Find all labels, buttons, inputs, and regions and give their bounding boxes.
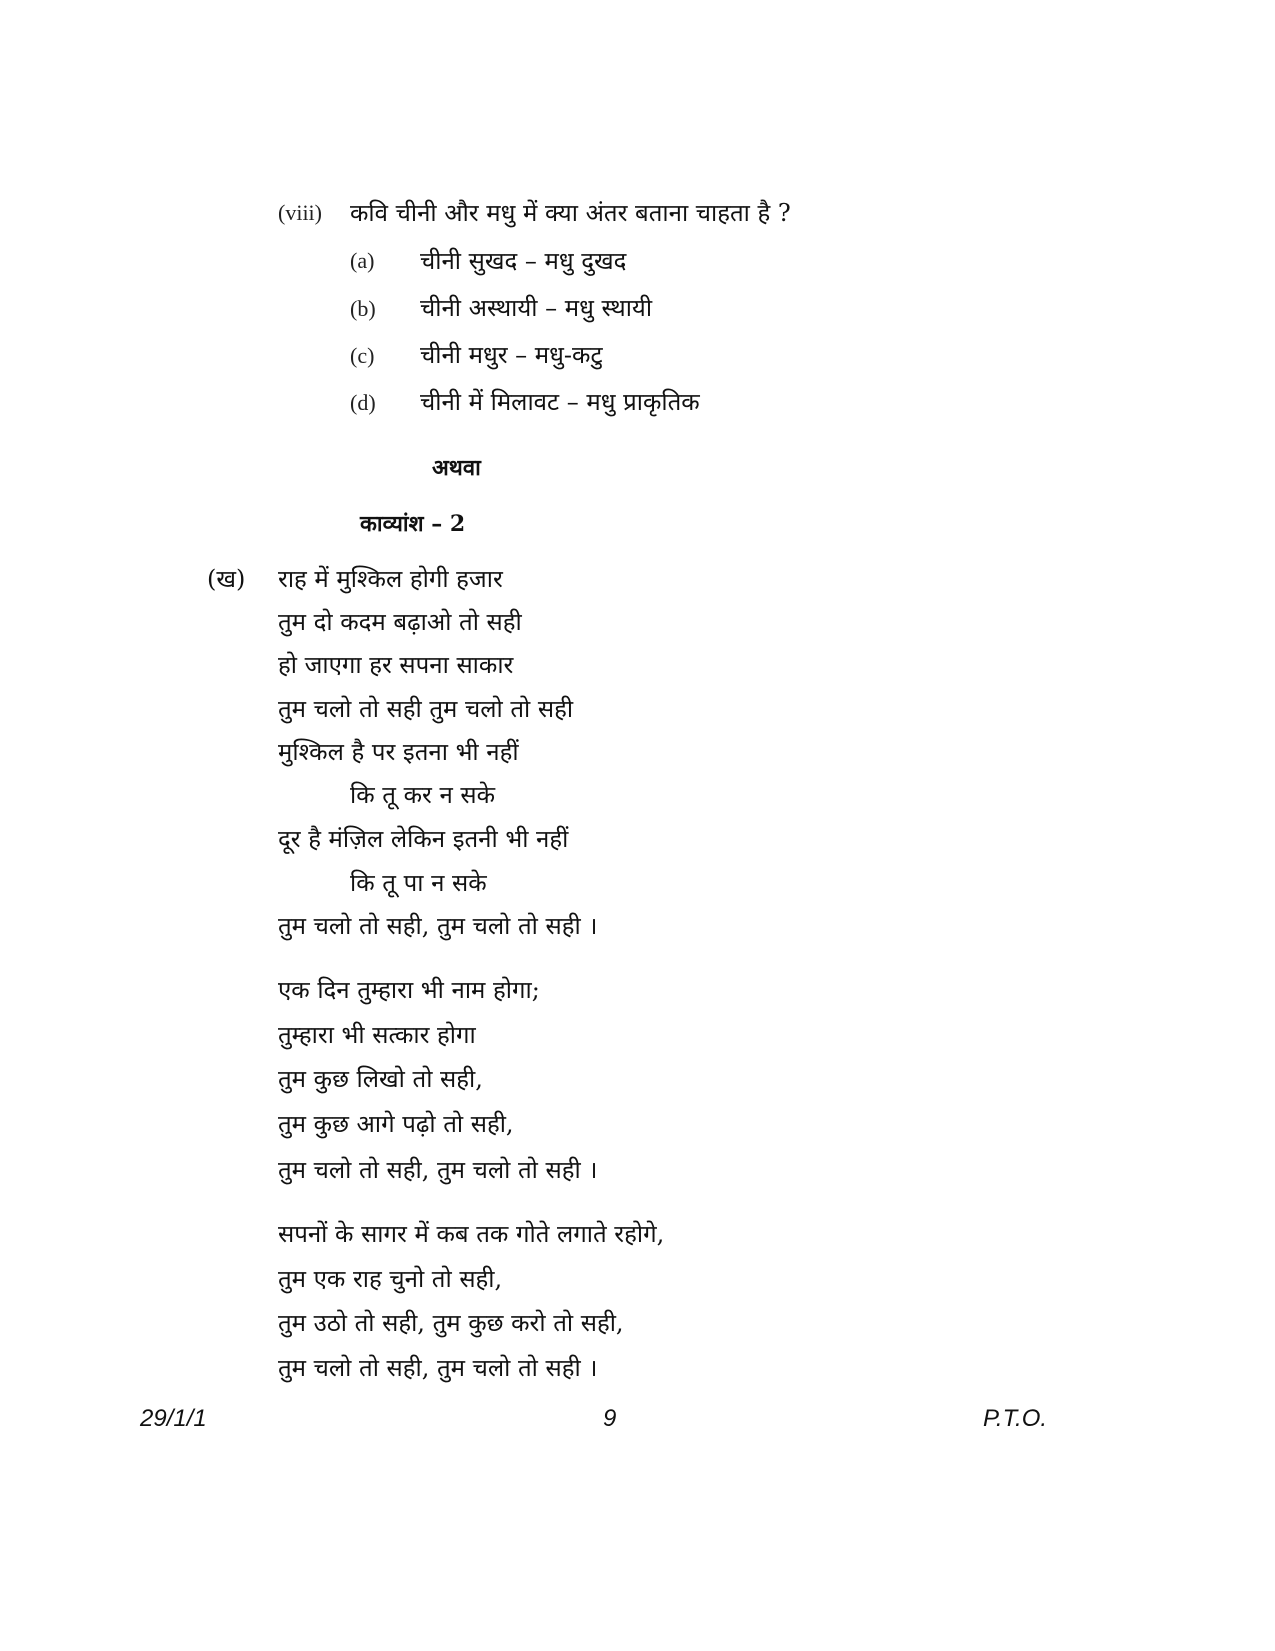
poem-line: तुम चलो तो सही तुम चलो तो सही xyxy=(278,695,574,723)
option-b-text: चीनी अस्थायी – मधु स्थायी xyxy=(420,294,653,322)
poem-line: तुम कुछ लिखो तो सही, xyxy=(278,1065,483,1093)
option-a-text: चीनी सुखद – मधु दुखद xyxy=(420,247,627,275)
poem-line: तुम कुछ आगे पढ़ो तो सही, xyxy=(278,1110,514,1138)
question-number: (viii) xyxy=(278,200,322,225)
poem-line: तुम चलो तो सही, तुम चलो तो सही । xyxy=(278,1156,598,1184)
pto-label: P.T.O. xyxy=(983,1405,1048,1432)
option-b-label: (b) xyxy=(350,296,376,321)
paper-code: 29/1/1 xyxy=(140,1405,207,1432)
poem-line: कि तू पा न सके xyxy=(350,869,487,897)
question-text: कवि चीनी और मधु में क्या अंतर बताना चाहता है ? xyxy=(350,199,791,227)
section-title: काव्यांश – 2 xyxy=(360,511,466,537)
poem-line: कि तू कर न सके xyxy=(350,781,496,809)
poem-marker: (ख) xyxy=(207,565,246,593)
poem-line: तुम्हारा भी सत्कार होगा xyxy=(278,1021,476,1049)
poem-line: हो जाएगा हर सपना साकार xyxy=(278,651,514,679)
option-c-label: (c) xyxy=(350,343,375,368)
poem-line: तुम दो कदम बढ़ाओ तो सही xyxy=(278,608,522,636)
poem-line: तुम चलो तो सही, तुम चलो तो सही । xyxy=(278,1354,598,1382)
page-number: 9 xyxy=(603,1405,617,1432)
poem-line: राह में मुश्किल होगी हजार xyxy=(278,565,503,593)
poem-line: एक दिन तुम्हारा भी नाम होगा; xyxy=(278,976,540,1004)
poem-line: सपनों के सागर में कब तक गोते लगाते रहोगे, xyxy=(278,1220,665,1248)
poem-line: मुश्किल है पर इतना भी नहीं xyxy=(278,738,519,766)
option-d-text: चीनी में मिलावट – मधु प्राकृतिक xyxy=(420,388,700,416)
option-d-label: (d) xyxy=(350,390,376,415)
poem-line: तुम चलो तो सही, तुम चलो तो सही । xyxy=(278,912,598,940)
option-c-text: चीनी मधुर – मधु-कटु xyxy=(420,341,603,369)
option-a-label: (a) xyxy=(350,248,375,273)
poem-line: तुम उठो तो सही, तुम कुछ करो तो सही, xyxy=(278,1309,624,1337)
poem-line: दूर है मंज़िल लेकिन इतनी भी नहीं xyxy=(278,825,569,853)
poem-line: तुम एक राह चुनो तो सही, xyxy=(278,1265,503,1293)
or-heading: अथवा xyxy=(432,455,481,481)
